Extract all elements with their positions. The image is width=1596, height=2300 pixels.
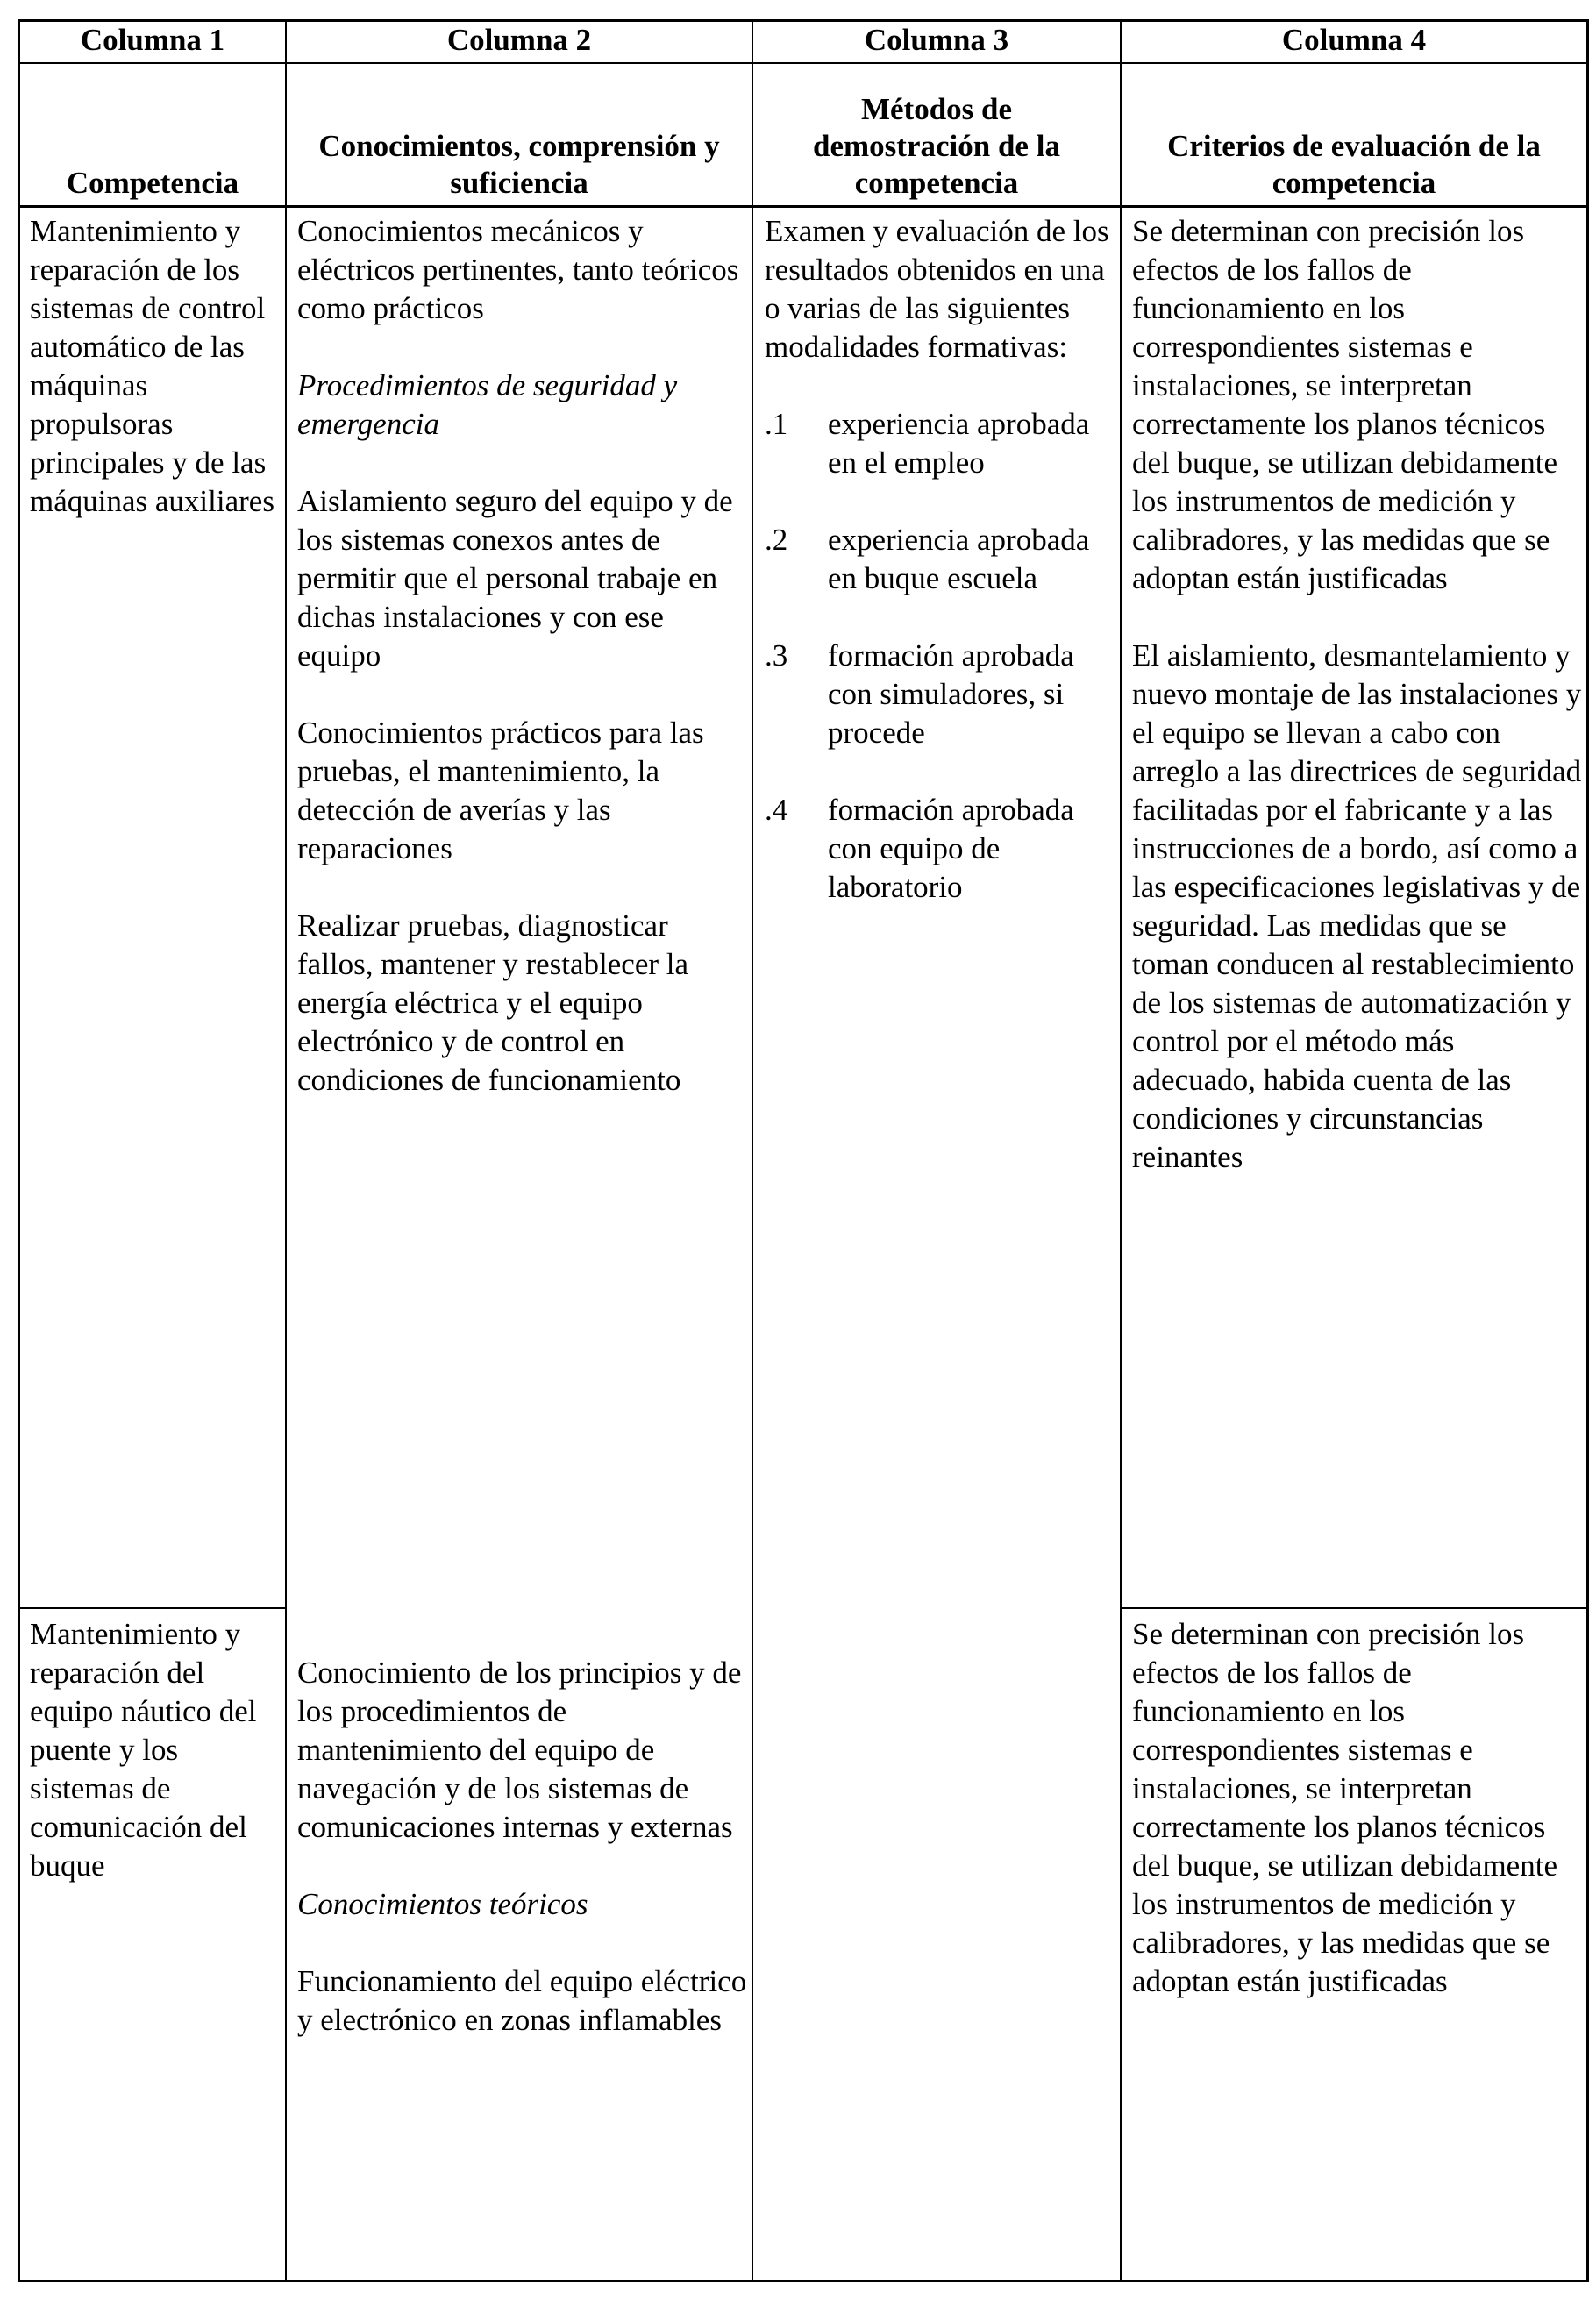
col-divider-2: [752, 19, 753, 2282]
subheader-criterios-text: Criterios de evaluación de la competencia: [1167, 129, 1541, 200]
metodos-item-number: .4: [765, 793, 788, 827]
subheader-competencia-text: Competencia: [66, 166, 239, 200]
subheader-criterios: [1122, 70, 1586, 202]
metodos-intro: Examen y evaluación de los resultados obtenidos en una o varias de las siguientes modalidades formativas:: [765, 214, 1109, 364]
subheader-conocimientos: [287, 70, 752, 202]
row1-conocimientos-cell: [297, 212, 748, 1100]
row-divider-col4: [1122, 1607, 1589, 1609]
subheader-divider: [18, 205, 1589, 208]
col-divider-1: [285, 19, 287, 2282]
column-header-3: Columna 3: [864, 23, 1009, 57]
table-border-right: [1586, 19, 1589, 2282]
row1-conocimientos-paragraph: Aislamiento seguro del equipo y de los sistemas conexos antes de permitir que el personal trabaje en dichas instalaciones y con ese equipo: [297, 484, 733, 673]
column-header-4: Columna 4: [1281, 23, 1427, 57]
column-header-2: Columna 2: [446, 23, 592, 57]
col-divider-3: [1120, 19, 1122, 2282]
subheader-metodos: [753, 70, 1120, 202]
row2-conocimientos-paragraph: Funcionamiento del equipo eléctrico y electrónico en zonas inflamables: [297, 1964, 747, 2037]
table-border-bottom: [18, 2280, 1589, 2282]
metodos-item-text: experiencia aprobada en el empleo: [828, 407, 1090, 480]
metodos-item-4: [765, 791, 1115, 907]
metodos-item-number: .3: [765, 638, 788, 673]
metodos-item-1: [765, 405, 1115, 482]
row2-conocimientos-subheading: Conocimientos teóricos: [297, 1887, 588, 1921]
row1-criterios-paragraph: El aislamiento, desmantelamiento y nuevo montaje de las instalaciones y el equipo se llevan a cabo con arreglo a las directrices de seguridad facilitadas por el fabricante y a las instrucciones de a bordo, así como a las especificaciones legislativas y de seguridad. Las medidas que se toman conducen al restablecimiento de los sistemas de automatización y control por el método más adecuado, habida cuenta de las condiciones y circunstancias reinantes: [1132, 638, 1582, 1174]
metodos-item-text: formación aprobada con simuladores, si procede: [828, 638, 1074, 750]
row2-conocimientos-cell: [297, 1654, 748, 2040]
row1-criterios-cell: [1132, 212, 1585, 1177]
subheader-metodos-text: Métodos de demostración de la competencia: [813, 92, 1060, 200]
row-divider-col1: [18, 1607, 287, 1609]
row1-competencia-text: Mantenimiento y reparación de los sistemas de control automático de las máquinas propulsoras principales y de las máquinas auxiliares: [30, 214, 274, 518]
row1-conocimientos-subheading: Procedimientos de seguridad y emergencia: [297, 368, 678, 441]
row1-criterios-paragraph: Se determinan con precisión los efectos de los fallos de funcionamiento en los correspondientes sistemas e instalaciones, se interpretan correctamente los planos técnicos del buque, se utilizan debidamente los instrumentos de medición y calibradores, y las medidas que se adoptan están justificadas: [1132, 214, 1557, 595]
metodos-item-text: formación aprobada con equipo de laboratorio: [828, 793, 1074, 904]
subheader-conocimientos-text: Conocimientos, comprensión y suficiencia: [318, 129, 720, 200]
metodos-item-text: experiencia aprobada en buque escuela: [828, 523, 1090, 595]
row2-competencia-text: Mantenimiento y reparación del equipo náutico del puente y los sistemas de comunicación del buque: [30, 1617, 257, 1883]
metodos-item-number: .1: [765, 407, 788, 441]
header-divider: [18, 62, 1589, 64]
metodos-item-number: .2: [765, 523, 788, 557]
metodos-item-2: [765, 521, 1115, 598]
row1-metodos-cell: [765, 212, 1115, 945]
row1-conocimientos-paragraph: Conocimientos prácticos para las pruebas, el mantenimiento, la detección de averías y las reparaciones: [297, 716, 704, 865]
row2-conocimientos-paragraph: Conocimiento de los principios y de los procedimientos de mantenimiento del equipo de navegación y de los sistemas de comunicaciones internas y externas: [297, 1656, 742, 1844]
table-border-left: [18, 19, 20, 2282]
row1-competencia-cell: [30, 212, 282, 521]
row1-conocimientos-paragraph: Realizar pruebas, diagnosticar fallos, mantener y restablecer la energía eléctrica y el equipo electrónico y de control en condiciones de funcionamiento: [297, 908, 689, 1097]
row2-criterios-cell: [1132, 1615, 1585, 2001]
subheader-competencia: [20, 70, 285, 202]
row2-criterios-paragraph: Se determinan con precisión los efectos de los fallos de funcionamiento en los correspondientes sistemas e instalaciones, se interpretan correctamente los planos técnicos del buque, se utilizan debidamente los instrumentos de medición y calibradores, y las medidas que se adoptan están justificadas: [1132, 1617, 1557, 1998]
column-header-1: Columna 1: [80, 23, 225, 57]
row2-competencia-cell: [30, 1615, 282, 1885]
metodos-item-3: [765, 637, 1115, 752]
row1-conocimientos-paragraph: Conocimientos mecánicos y eléctricos pertinentes, tanto teóricos como prácticos: [297, 214, 739, 325]
